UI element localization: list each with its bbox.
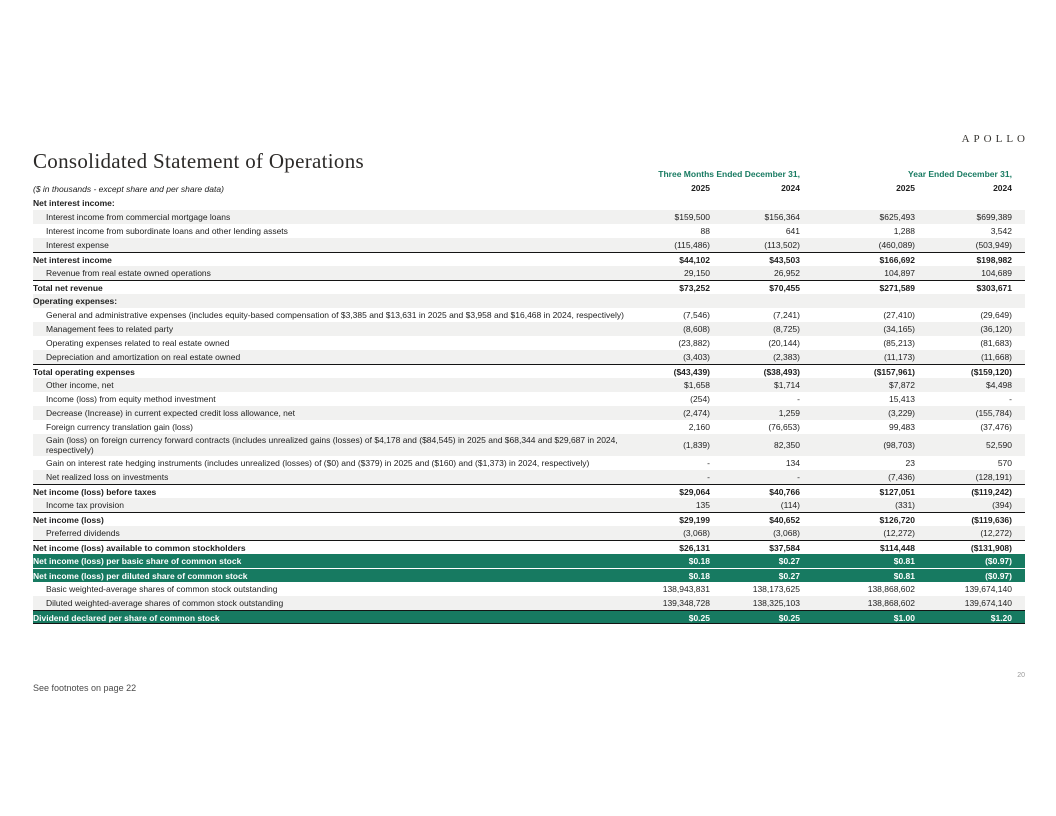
row-value: $1,714 [774, 380, 800, 390]
row-value: $26,131 [679, 543, 710, 553]
row-label: Total net revenue [33, 283, 103, 293]
row-value [620, 294, 710, 308]
row-label: Gain (loss) on foreign currency forward contracts (includes unrealized gains (losses) of $4,178 and ($84,545) in 2025 and $68,344 and $29,687 in 2024, respectively) [46, 435, 618, 455]
year-header: 2025 [691, 183, 710, 193]
table-row [33, 364, 1025, 378]
table-row [33, 336, 1025, 350]
row-value: 1,259 [778, 408, 800, 418]
row-value: (3,068) [773, 528, 800, 538]
row-value: $271,589 [879, 283, 915, 293]
row-value: $1,658 [684, 380, 710, 390]
table-row [33, 498, 1025, 512]
row-value: $127,051 [879, 487, 915, 497]
apollo-logo: APOLLO [961, 133, 1029, 145]
row-value: $1.20 [990, 613, 1012, 623]
row-value: ($119,242) [971, 487, 1012, 497]
row-value: 138,868,602 [867, 598, 915, 608]
row-value: $0.81 [893, 571, 915, 581]
row-value: 23 [905, 458, 915, 468]
column-group-row [33, 167, 1025, 181]
row-value: - [797, 394, 800, 404]
row-label: Interest income from subordinate loans and other lending assets [46, 226, 288, 236]
row-value: $156,364 [764, 212, 800, 222]
table-row [33, 322, 1025, 336]
row-value: $7,872 [889, 380, 915, 390]
row-value: (7,241) [773, 310, 800, 320]
row-value: $29,064 [679, 487, 710, 497]
row-value: ($157,961) [873, 367, 915, 377]
row-value: (36,120) [980, 324, 1012, 334]
row-value: 26,952 [774, 268, 800, 278]
row-label: Net income (loss) per diluted share of common stock [33, 571, 248, 581]
row-value: $40,766 [769, 487, 800, 497]
row-value: ($38,493) [763, 367, 800, 377]
row-label: Net income (loss) [33, 515, 104, 525]
row-value: $0.25 [778, 613, 800, 623]
row-value: ($0.97) [985, 571, 1012, 581]
row-value: $0.25 [688, 613, 710, 623]
row-value: $0.18 [688, 556, 710, 566]
table-header [33, 167, 1025, 195]
column-group-three-months: Three Months Ended December 31, [658, 169, 800, 179]
year-header: 2024 [781, 183, 800, 193]
row-value: 88 [700, 226, 710, 236]
row-value: $40,652 [769, 515, 800, 525]
table-row [33, 568, 1025, 582]
table-row [33, 224, 1025, 238]
row-value: (7,436) [888, 472, 915, 482]
row-value: (331) [895, 500, 915, 510]
row-value: 138,173,625 [752, 584, 800, 594]
row-value: ($43,439) [673, 367, 710, 377]
row-value: (3,068) [683, 528, 710, 538]
row-value: $114,448 [880, 543, 915, 553]
row-value: ($159,120) [970, 367, 1012, 377]
row-value: 52,590 [986, 440, 1012, 450]
row-value: 138,325,103 [752, 598, 800, 608]
row-value: - [797, 472, 800, 482]
year-header: 2024 [993, 183, 1012, 193]
row-value: (12,272) [883, 528, 915, 538]
table-row [33, 554, 1025, 568]
row-value: - [1009, 394, 1012, 404]
row-value: $303,671 [976, 283, 1012, 293]
row-value: ($0.97) [985, 556, 1012, 566]
row-value: (81,683) [980, 338, 1012, 348]
row-label: Preferred dividends [46, 528, 120, 538]
row-value: 99,483 [889, 422, 915, 432]
row-value: $625,493 [879, 212, 915, 222]
row-label: Decrease (Increase) in current expected credit loss allowance, net [46, 408, 295, 418]
row-value: ($131,908) [970, 543, 1012, 553]
table-row [33, 378, 1025, 392]
row-value: (8,608) [683, 324, 710, 334]
table-row [33, 596, 1025, 610]
row-label: Operating expenses: [33, 296, 118, 306]
row-value: $126,720 [879, 515, 915, 525]
row-label: Net income (loss) before taxes [33, 487, 157, 497]
year-header-row [33, 181, 1025, 195]
row-value: $198,982 [976, 255, 1012, 265]
row-value [620, 196, 710, 210]
row-value: (115,486) [674, 240, 710, 250]
row-value: (11,173) [883, 352, 915, 362]
row-value: (254) [690, 394, 710, 404]
row-value: 1,288 [893, 226, 915, 236]
row-value: $70,455 [769, 283, 800, 293]
row-label: Total operating expenses [33, 367, 135, 377]
row-value: (98,703) [883, 440, 915, 450]
row-value: $43,503 [769, 255, 800, 265]
table-row [33, 526, 1025, 540]
table-row [33, 392, 1025, 406]
row-value: $159,500 [674, 212, 710, 222]
row-value: $0.81 [893, 556, 915, 566]
table-row [33, 420, 1025, 434]
page-title: Consolidated Statement of Operations [33, 149, 364, 173]
table-row [33, 484, 1025, 498]
row-value: (23,882) [678, 338, 710, 348]
column-group-year-ended: Year Ended December 31, [908, 169, 1012, 179]
row-value: (29,649) [980, 310, 1012, 320]
row-value: 15,413 [889, 394, 915, 404]
row-value: (76,653) [768, 422, 800, 432]
row-value: (20,144) [768, 338, 800, 348]
units-note: ($ in thousands - except share and per share data) [33, 184, 224, 194]
row-value: (85,213) [883, 338, 915, 348]
row-label: Income (loss) from equity method investment [46, 394, 216, 404]
row-value: (2,383) [773, 352, 800, 362]
row-value: (1,839) [683, 440, 710, 450]
row-label: Gain on interest rate hedging instruments (includes unrealized (losses) of ($0) and ($379) in 2025 and ($160) and ($1,373) in 2024, respectively) [46, 458, 590, 468]
row-value [915, 196, 1025, 210]
row-value: 3,542 [990, 226, 1012, 236]
table-row [33, 456, 1025, 470]
row-value [915, 294, 1025, 308]
row-value: 641 [785, 226, 800, 236]
row-value: (503,949) [975, 240, 1012, 250]
footnote-reference: See footnotes on page 22 [33, 683, 137, 693]
row-label: Dividend declared per share of common stock [33, 613, 220, 623]
row-label: Net interest income: [33, 198, 115, 208]
row-value: (394) [992, 500, 1012, 510]
row-label: Depreciation and amortization on real estate owned [46, 352, 241, 362]
table-row [33, 196, 1025, 210]
table-row [33, 610, 1025, 624]
row-value: $699,389 [976, 212, 1012, 222]
row-value: (27,410) [883, 310, 915, 320]
row-value: $44,102 [679, 255, 710, 265]
row-value: 134 [785, 458, 800, 468]
row-value: (37,476) [980, 422, 1012, 432]
statement-table [33, 196, 1025, 624]
table-row [33, 434, 1025, 456]
table-row [33, 350, 1025, 364]
row-label: General and administrative expenses (includes equity-based compensation of $3,385 and $13,631 in 2025 and $3,958 and $16,468 in 2024, respectively) [46, 310, 624, 320]
row-value: (114) [780, 500, 800, 510]
row-value: (113,502) [764, 240, 800, 250]
row-label: Revenue from real estate owned operations [46, 268, 211, 278]
row-value: 138,943,831 [662, 584, 710, 594]
row-value: - [707, 472, 710, 482]
row-value: (2,474) [683, 408, 710, 418]
row-value: $0.27 [778, 556, 800, 566]
row-value: 139,674,140 [964, 598, 1012, 608]
table-row [33, 470, 1025, 484]
row-label: Management fees to related party [46, 324, 174, 334]
row-label: Other income, net [46, 380, 114, 390]
row-value: 135 [695, 500, 710, 510]
row-value: - [707, 458, 710, 468]
row-label: Income tax provision [46, 500, 124, 510]
row-label: Net income (loss) per basic share of common stock [33, 556, 242, 566]
table-row [33, 252, 1025, 266]
row-value [710, 196, 800, 210]
row-value: 2,160 [688, 422, 710, 432]
row-value: (460,089) [878, 240, 915, 250]
table-row [33, 266, 1025, 280]
table-row [33, 238, 1025, 252]
row-value: (7,546) [683, 310, 710, 320]
row-value: (8,725) [773, 324, 800, 334]
row-value: (128,191) [975, 472, 1012, 482]
row-label: Net income (loss) available to common stockholders [33, 543, 246, 553]
table-row [33, 280, 1025, 294]
row-label: Foreign currency translation gain (loss) [46, 422, 193, 432]
row-value: (34,165) [883, 324, 915, 334]
row-label: Interest expense [46, 240, 109, 250]
table-row [33, 512, 1025, 526]
row-value [710, 294, 800, 308]
row-value: $0.27 [778, 571, 800, 581]
row-value: $73,252 [679, 283, 710, 293]
table-row [33, 308, 1025, 322]
table-row [33, 582, 1025, 596]
row-value: 570 [997, 458, 1012, 468]
row-value: 139,674,140 [964, 584, 1012, 594]
row-value: 104,689 [981, 268, 1012, 278]
row-value: (11,668) [980, 352, 1012, 362]
row-value: (12,272) [980, 528, 1012, 538]
row-value: 138,868,602 [867, 584, 915, 594]
row-label: Diluted weighted-average shares of common stock outstanding [46, 598, 284, 608]
row-value: ($119,636) [971, 515, 1012, 525]
row-value: 139,348,728 [662, 598, 710, 608]
row-label: Operating expenses related to real estate owned [46, 338, 230, 348]
row-value [800, 294, 915, 308]
year-header: 2025 [896, 183, 915, 193]
row-value: $4,498 [986, 380, 1012, 390]
row-value: 82,350 [774, 440, 800, 450]
row-value: 104,897 [884, 268, 915, 278]
table-row [33, 210, 1025, 224]
row-value: (3,403) [683, 352, 710, 362]
row-value: $166,692 [879, 255, 915, 265]
table-row [33, 406, 1025, 420]
row-value: $37,584 [769, 543, 800, 553]
row-label: Basic weighted-average shares of common stock outstanding [46, 584, 278, 594]
table-row [33, 294, 1025, 308]
row-label: Interest income from commercial mortgage loans [46, 212, 231, 222]
row-value: (3,229) [888, 408, 915, 418]
row-label: Net realized loss on investments [46, 472, 169, 482]
row-value: $1.00 [893, 613, 915, 623]
table-row [33, 540, 1025, 554]
row-label: Net interest income [33, 255, 112, 265]
row-value [800, 196, 915, 210]
row-value: $0.18 [688, 571, 710, 581]
row-value: 29,150 [684, 268, 710, 278]
row-value: (155,784) [975, 408, 1012, 418]
row-value: $29,199 [679, 515, 710, 525]
page-number: 20 [1017, 672, 1025, 679]
